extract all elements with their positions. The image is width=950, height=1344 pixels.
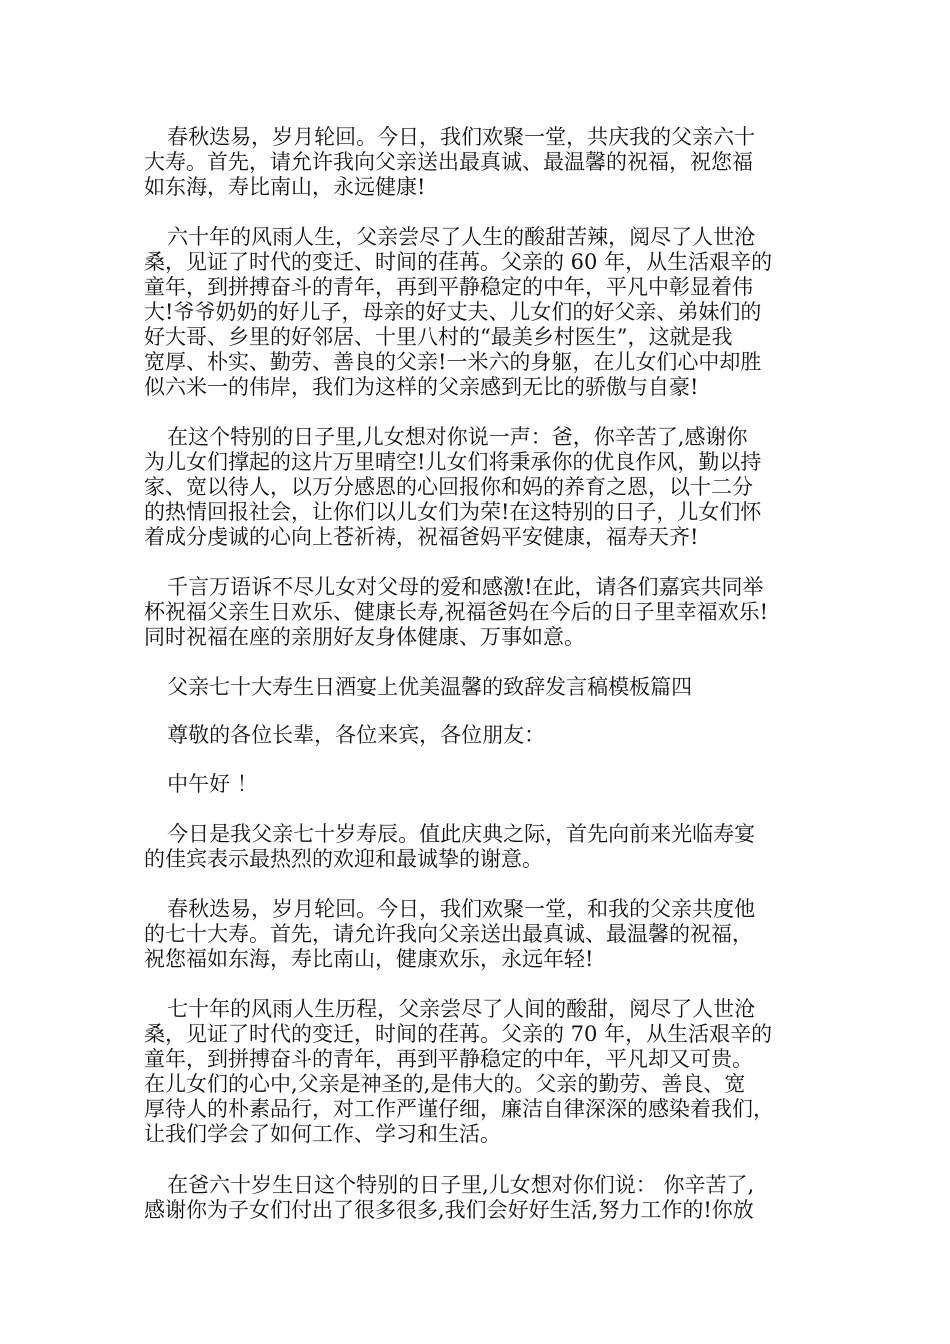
- paragraph-2: 六十年的风雨人生，父亲尝尽了人生的酸甜苦辣，阅尽了人世沧 桑，见证了时代的变迁、时间的荏苒。父亲的 60 年，从生活艰辛的 童年，到拼搏奋斗的青年，再到平静稳定的中年，平凡中彰显着伟 大!爷爷奶奶的好儿子，母亲的好丈夫、儿女们的好父亲、弟妹们的 好大哥、乡里的好邻居、十里八村的“最美乡村医生”，这就是我 宽厚、朴实、勤劳、善良的父亲!一米六的身躯，在儿女们心中却胜 似六米一的伟岸，我们为这样的父亲感到无比的骄傲与自豪!: [144, 225, 773, 399]
- paragraph-6: 春秋迭易，岁月轮回。今日，我们欢聚一堂，和我的父亲共度他 的七十大寿。首先，请允许我向父亲送出最真诚、最温馨的祝福， 祝您福如东海，寿比南山，健康欢乐，永远年轻!: [144, 897, 756, 971]
- salutation: 尊敬的各位长辈，各位来宾，各位朋友：: [167, 723, 546, 747]
- paragraph-5: 今日是我父亲七十岁寿辰。值此庆典之际，首先向前来光临寿宴 的佳宾表示最热烈的欢迎和最诚挚的谢意。: [144, 822, 756, 871]
- paragraph-4: 千言万语诉不尽儿女对父母的爱和感激!在此，请各们嘉宾共同举 杯祝福父亲生日欢乐、健康长寿,祝福爸妈在今后的日子里幸福欢乐! 同时祝福在座的亲朋好友身体健康、万事如意。: [144, 575, 769, 649]
- section-heading: 父亲七十大寿生日酒宴上优美温馨的致辞发言稿模板篇四: [167, 675, 693, 699]
- paragraph-1: 春秋迭易，岁月轮回。今日，我们欢聚一堂，共庆我的父亲六十 大寿。首先，请允许我向父亲送出最真诚、最温馨的祝福，祝您福 如东海，寿比南山，永远健康!: [144, 125, 756, 199]
- paragraph-3: 在这个特别的日子里,儿女想对你说一声：爸，你辛苦了,感谢你 为儿女们撑起的这片万里晴空!儿女们将秉承你的优良作风，勤以持 家、宽以待人，以万分感恩的心回报你和妈的养育之恩，以十二分 的热情回报社会，让你们以儿女们为荣!在这特别的日子，儿女们怀 着成分虔诚的心向上苍祈祷，祝福爸妈平安健康，福寿天齐!: [144, 425, 762, 549]
- greeting: 中午好 ！: [167, 772, 258, 796]
- paragraph-8: 在爸六十岁生日这个特别的日子里,儿女想对你们说： 你辛苦了, 感谢你为子女们付出了很多很多,我们会好好生活,努力工作的!你放: [144, 1173, 755, 1222]
- paragraph-7: 七十年的风雨人生历程，父亲尝尽了人间的酸甜，阅尽了人世沧 桑，见证了时代的变迁，时间的荏苒。父亲的 70 年，从生活艰辛的 童年，到拼搏奋斗的青年，再到平静稳定的中年，平凡却又可贵。 在儿女们的心中,父亲是神圣的,是伟大的。父亲的勤劳、善良、宽 厚待人的朴素品行，对工作严谨仔细，廉洁自律深深的感染着我们， 让我们学会了如何工作、学习和生活。: [144, 997, 774, 1146]
